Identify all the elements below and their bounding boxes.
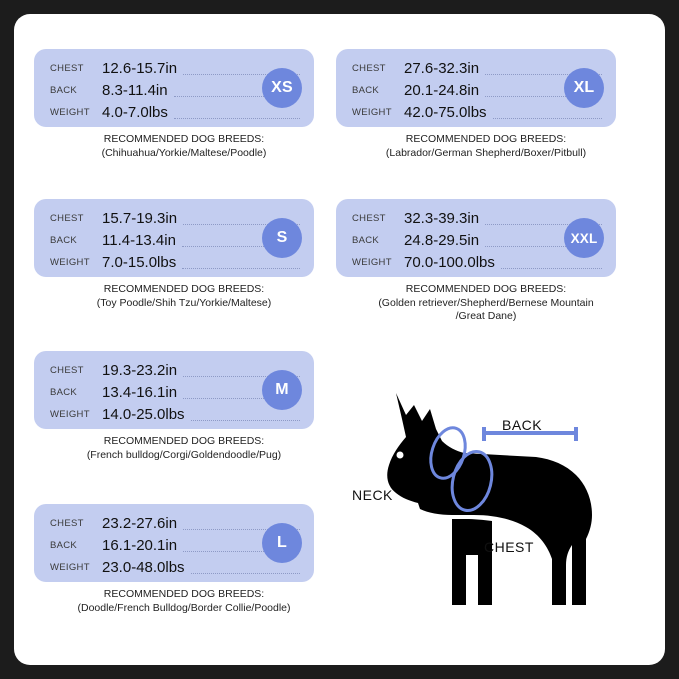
size-card bbox=[336, 199, 616, 277]
back-label: BACK bbox=[502, 417, 543, 433]
breeds-title: RECOMMENDED DOG BREEDS: bbox=[103, 435, 265, 447]
dotted-leader bbox=[191, 419, 300, 421]
recommended-breeds bbox=[34, 588, 334, 615]
dotted-leader bbox=[174, 117, 300, 119]
measure-value: 8.3-11.4in bbox=[102, 82, 168, 99]
measure-value: 19.3-23.2in bbox=[102, 362, 178, 379]
size-block-m bbox=[34, 351, 334, 462]
measure-row bbox=[352, 103, 602, 122]
measure-row bbox=[352, 253, 602, 272]
measure-label: CHEST bbox=[352, 63, 386, 74]
measure-value: 32.3-39.3in bbox=[404, 210, 480, 227]
measure-label: WEIGHT bbox=[352, 257, 392, 268]
measure-value: 70.0-100.0lbs bbox=[404, 254, 495, 271]
dog-measurement-diagram bbox=[344, 359, 644, 639]
size-block-l bbox=[34, 504, 334, 615]
breeds-list: (Chihuahua/Yorkie/Maltese/Poodle) bbox=[101, 146, 267, 159]
breeds-title: RECOMMENDED DOG BREEDS: bbox=[405, 133, 567, 145]
measure-value: 15.7-19.3in bbox=[102, 210, 178, 227]
measure-label: WEIGHT bbox=[352, 107, 392, 118]
dog-eye bbox=[397, 452, 404, 459]
recommended-breeds bbox=[34, 435, 334, 462]
breeds-list: (Labrador/German Shepherd/Boxer/Pitbull) bbox=[385, 146, 587, 159]
measure-label: CHEST bbox=[50, 518, 84, 529]
recommended-breeds bbox=[336, 133, 636, 160]
breeds-title: RECOMMENDED DOG BREEDS: bbox=[103, 133, 265, 145]
size-card bbox=[336, 49, 616, 127]
breeds-list: (Toy Poodle/Shih Tzu/Yorkie/Maltese) bbox=[96, 296, 272, 309]
measure-row bbox=[352, 59, 602, 78]
measure-value: 42.0-75.0lbs bbox=[404, 104, 487, 121]
measure-value: 23.0-48.0lbs bbox=[102, 559, 185, 576]
size-block-xs bbox=[34, 49, 334, 160]
measure-label: BACK bbox=[50, 540, 78, 551]
breeds-title: RECOMMENDED DOG BREEDS: bbox=[103, 283, 265, 295]
measure-value: 27.6-32.3in bbox=[404, 60, 480, 77]
measure-row bbox=[50, 558, 300, 577]
measure-row bbox=[50, 514, 300, 533]
size-card bbox=[34, 49, 314, 127]
measure-value: 13.4-16.1in bbox=[102, 384, 178, 401]
dotted-leader bbox=[493, 117, 602, 119]
measure-row bbox=[50, 253, 300, 272]
measure-value: 7.0-15.0lbs bbox=[102, 254, 177, 271]
recommended-breeds bbox=[34, 133, 334, 160]
measure-value: 12.6-15.7in bbox=[102, 60, 178, 77]
recommended-breeds bbox=[34, 283, 334, 310]
chest-label: CHEST bbox=[484, 539, 534, 555]
breeds-title: RECOMMENDED DOG BREEDS: bbox=[103, 588, 265, 600]
measure-label: BACK bbox=[50, 235, 78, 246]
measure-label: CHEST bbox=[50, 213, 84, 224]
breeds-title: RECOMMENDED DOG BREEDS: bbox=[405, 283, 567, 295]
measure-value: 4.0-7.0lbs bbox=[102, 104, 168, 121]
measure-label: CHEST bbox=[50, 63, 84, 74]
measure-label: WEIGHT bbox=[50, 409, 90, 420]
measure-label: WEIGHT bbox=[50, 257, 90, 268]
measure-row bbox=[50, 59, 300, 78]
size-block-s bbox=[34, 199, 334, 310]
size-badge: M bbox=[262, 370, 302, 410]
size-badge: XS bbox=[262, 68, 302, 108]
size-card bbox=[34, 351, 314, 429]
breeds-list-line2: /Great Dane) bbox=[455, 310, 517, 322]
dotted-leader bbox=[191, 572, 300, 574]
measure-label: WEIGHT bbox=[50, 107, 90, 118]
size-badge: XXL bbox=[564, 218, 604, 258]
measure-row bbox=[50, 103, 300, 122]
measure-row bbox=[50, 361, 300, 380]
recommended-breeds bbox=[336, 283, 636, 324]
dotted-leader bbox=[501, 267, 602, 269]
size-card bbox=[34, 199, 314, 277]
measure-label: CHEST bbox=[50, 365, 84, 376]
breeds-list: (French bulldog/Corgi/Goldendoodle/Pug) bbox=[86, 448, 282, 461]
size-badge: XL bbox=[564, 68, 604, 108]
measure-value: 16.1-20.1in bbox=[102, 537, 178, 554]
measure-value: 24.8-29.5in bbox=[404, 232, 480, 249]
size-badge: L bbox=[262, 523, 302, 563]
measure-row bbox=[352, 209, 602, 228]
neck-label: NECK bbox=[352, 487, 393, 503]
measure-label: BACK bbox=[352, 235, 380, 246]
measure-label: BACK bbox=[50, 85, 78, 96]
size-block-xl bbox=[336, 49, 636, 160]
size-block-xxl bbox=[336, 199, 636, 324]
size-badge: S bbox=[262, 218, 302, 258]
size-chart-canvas bbox=[14, 14, 665, 665]
size-card bbox=[34, 504, 314, 582]
breeds-list: (Golden retriever/Shepherd/Bernese Mountain bbox=[378, 296, 594, 309]
measure-label: WEIGHT bbox=[50, 562, 90, 573]
measure-value: 20.1-24.8in bbox=[404, 82, 480, 99]
measure-row bbox=[50, 209, 300, 228]
measure-label: CHEST bbox=[352, 213, 386, 224]
measure-label: BACK bbox=[50, 387, 78, 398]
measure-value: 11.4-13.4in bbox=[102, 232, 176, 249]
breeds-list: (Doodle/French Bulldog/Border Collie/Poodle) bbox=[77, 601, 291, 614]
measure-value: 23.2-27.6in bbox=[102, 515, 178, 532]
measure-value: 14.0-25.0lbs bbox=[102, 406, 185, 423]
dotted-leader bbox=[182, 267, 300, 269]
measure-label: BACK bbox=[352, 85, 380, 96]
measure-row bbox=[50, 405, 300, 424]
